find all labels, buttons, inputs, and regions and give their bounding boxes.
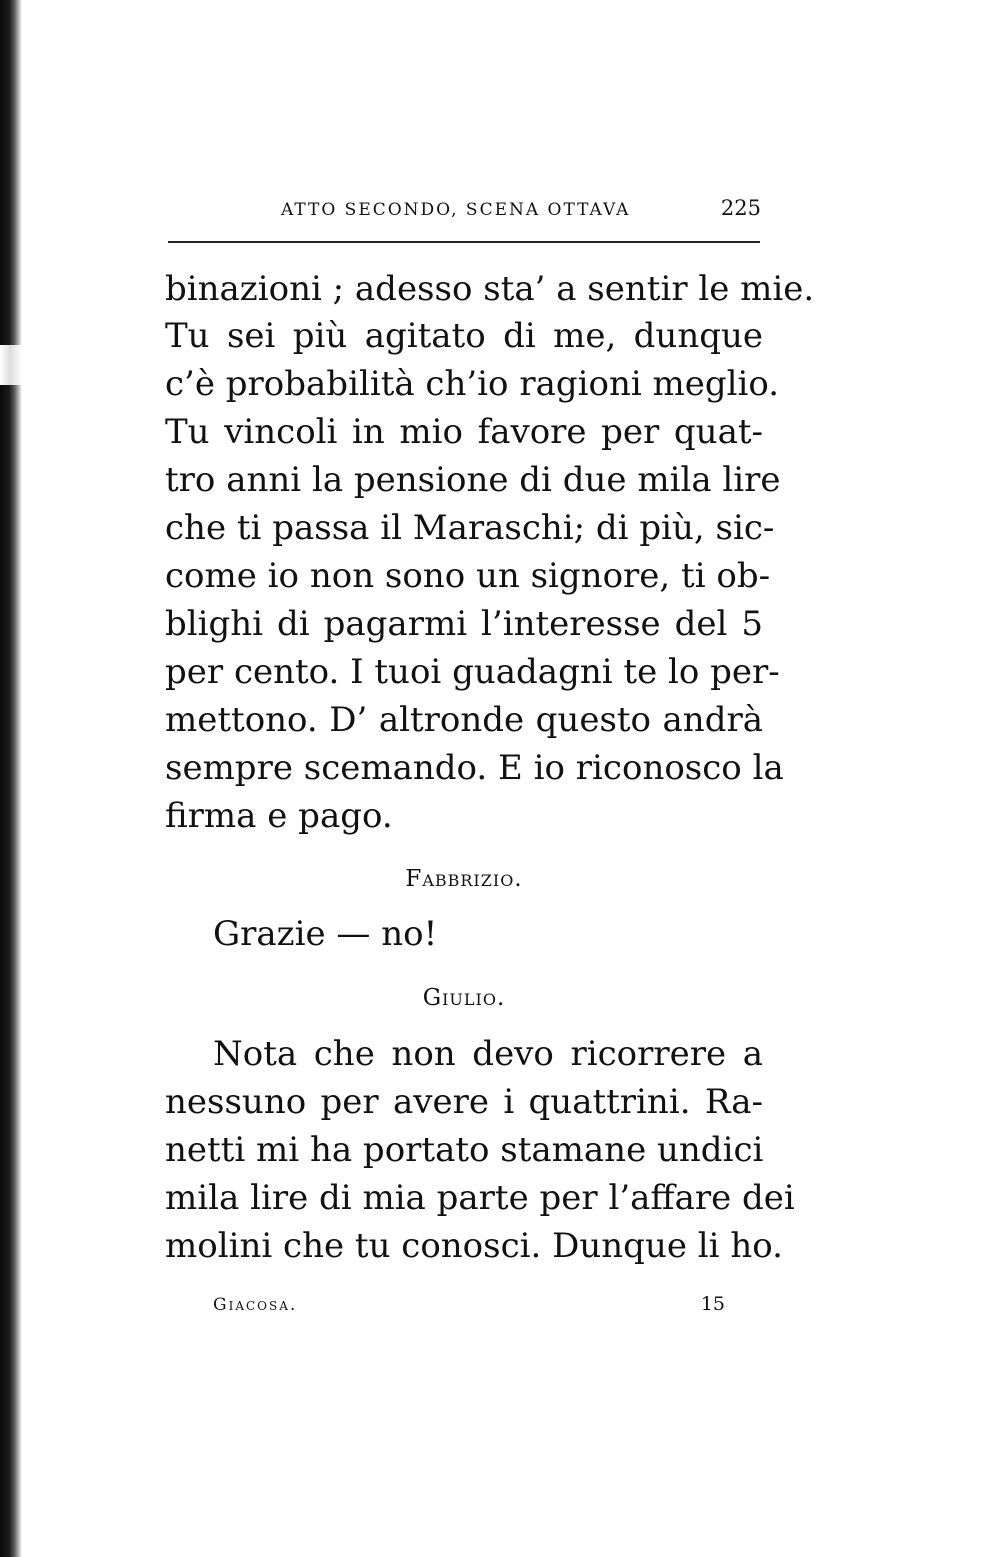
text-line: nessuno per avere i quattrini. Ra-	[165, 1082, 763, 1122]
text-line: firma e pago.	[165, 796, 393, 836]
text-line: che ti passa il Maraschi; di più, sic-	[165, 508, 775, 548]
page-footer	[165, 1290, 763, 1320]
text-line: per cento. I tuoi guadagni te lo per-	[165, 652, 780, 692]
header-rule	[168, 241, 760, 243]
text-line: sempre scemando. E io riconosco la	[165, 748, 784, 788]
running-head	[165, 196, 763, 226]
printer-signature: Giacosa.	[213, 1295, 298, 1315]
sheet-number: 15	[700, 1293, 725, 1315]
running-title: ATTO SECONDO, SCENA OTTAVA	[281, 200, 631, 220]
binding-gap	[0, 345, 22, 385]
text-line: mettono. D’ altronde questo andrà	[165, 700, 763, 740]
text-line: mila lire di mia parte per l’affare dei	[165, 1178, 795, 1218]
speaker-name: Giulio.	[422, 985, 506, 1011]
text-line: Nota che non devo ricorrere a	[213, 1034, 763, 1074]
page-number: 225	[720, 196, 761, 220]
text-line: tro anni la pensione di due mila lire	[165, 460, 781, 500]
text-line: netti mi ha portato stamane undici	[165, 1130, 764, 1170]
speaker-name: Fabbrizio.	[405, 866, 523, 892]
text-line: blighi di pagarmi l’interesse del 5	[165, 604, 763, 644]
text-line: come io non sono un signore, ti ob-	[165, 556, 771, 596]
text-line: molini che tu conosci. Dunque li ho.	[165, 1226, 783, 1266]
text-line: c’è probabilità ch’io ragioni meglio.	[165, 364, 780, 404]
binding-edge	[0, 0, 22, 1557]
dialogue-line: Grazie — no!	[213, 914, 438, 954]
text-line: Tu vincoli in mio favore per quat-	[165, 412, 763, 452]
text-line: binazioni ; adesso sta’ a sentir le mie.	[165, 269, 815, 309]
book-page	[165, 0, 815, 1557]
text-line: Tu sei più agitato di me, dunque	[165, 316, 763, 356]
